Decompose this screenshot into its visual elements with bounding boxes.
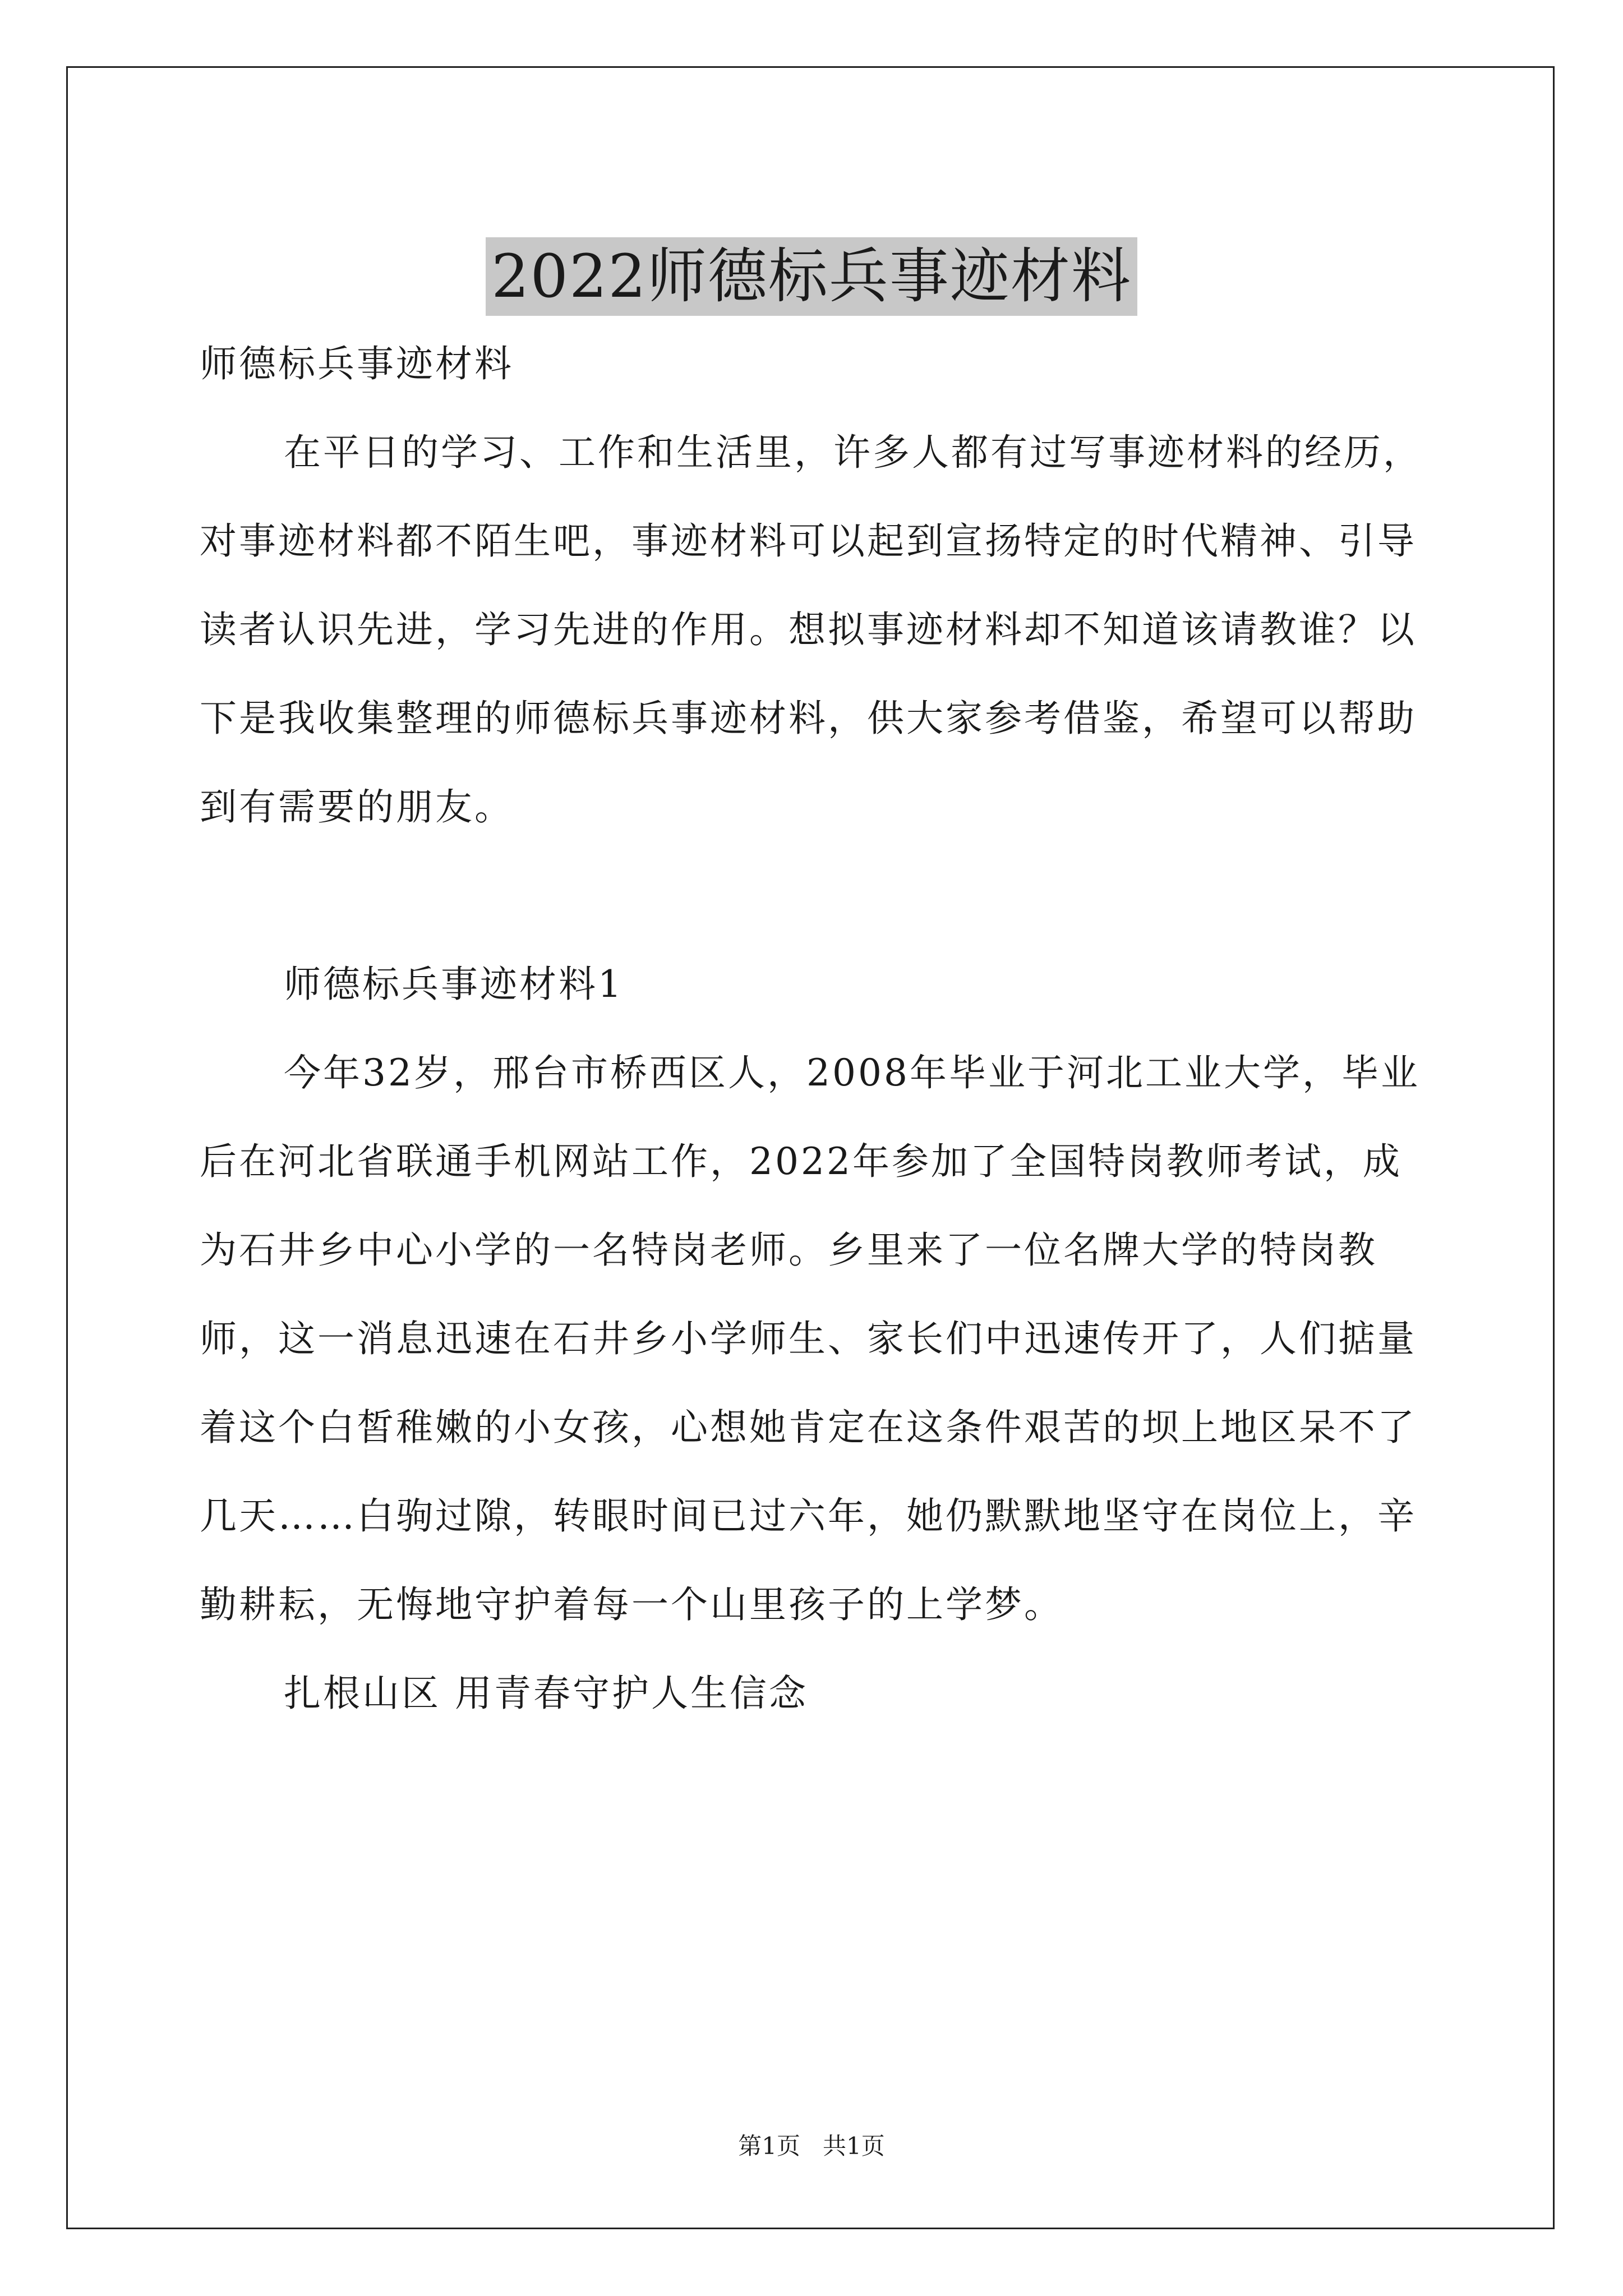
intro-paragraph: 在平日的学习、工作和生活里，许多人都有过写事迹材料的经历，对事迹材料都不陌生吧，事迹材料可以起到宣扬特定的时代精神、引导读者认识先进，学习先进的作用。想拟事迹材料却不知道该请教谁？以下是我收集整理的师德标兵事迹材料，供大家参考借鉴，希望可以帮助到有需要的朋友。 bbox=[200, 431, 1422, 829]
paragraph-spacer bbox=[200, 852, 1422, 940]
section-heading: 师德标兵事迹材料1 bbox=[284, 963, 624, 1006]
page-footer bbox=[0, 2129, 1623, 2163]
document-subtitle: 师德标兵事迹材料 bbox=[200, 342, 514, 385]
body-paragraph: 今年32岁，邢台市桥西区人，2008年毕业于河北工业大学，毕业后在河北省联通手机网站工作，2022年参加了全国特岗教师考试，成为石井乡中心小学的一名特岗老师。乡里来了一位名牌大学的特岗教师，这一消息迅速在石井乡小学师生、家长们中迅速传开了，人们掂量着这个白皙稚嫩的小女孩，心想她肯定在这条件艰苦的坝上地区呆不了几天……白驹过隙，转眼时间已过六年，她仍默默地坚守在岗位上，辛勤耕耘，无悔地守护着每一个山里孩子的上学梦。 bbox=[200, 1051, 1420, 1626]
document-body bbox=[200, 320, 1422, 1738]
document-title: 2022师德标兵事迹材料 bbox=[486, 237, 1137, 316]
page-number: 第1页 共1页 bbox=[738, 2132, 885, 2160]
subheading: 扎根山区 用青春守护人生信念 bbox=[284, 1672, 808, 1715]
